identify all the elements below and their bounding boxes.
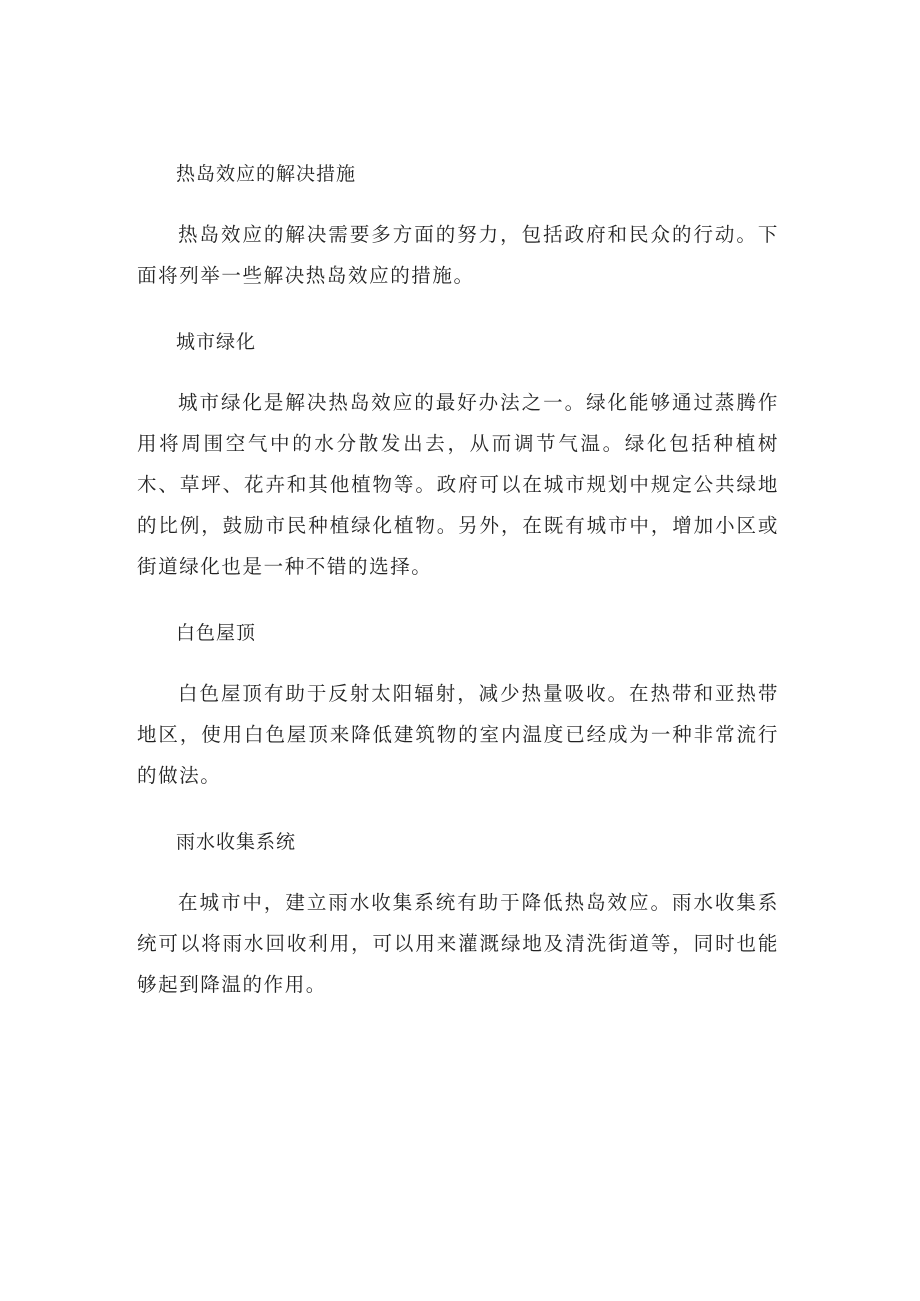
spacer [137,652,779,673]
section-heading-greening: 城市绿化 [176,331,257,353]
spacer [137,193,779,214]
intro-paragraph: 热岛效应的解决需要多方面的努力，包括政府和民众的行动。下面将列举一些解决热岛效应的措施。 [137,223,779,287]
spacer [137,796,779,823]
section-heading-white-roof: 白色屋顶 [176,622,257,644]
section-heading-rainwater: 雨水收集系统 [176,831,297,853]
spacer [137,587,779,614]
spacer [137,361,779,382]
spacer [137,861,779,882]
spacer [137,296,779,323]
document-title: 热岛效应的解决措施 [176,163,357,185]
section-body-greening: 城市绿化是解决热岛效应的最好办法之一。绿化能够通过蒸腾作用将周围空气中的水分散发出去，从而调节气温。绿化包括种植树木、草坪、花卉和其他植物等。政府可以在城市规划中规定公共绿地的比例，鼓励市民种植绿化植物。另外，在既有城市中，增加小区或街道绿化也是一种不错的选择。 [137,391,779,578]
section-body-white-roof: 白色屋顶有助于反射太阳辐射，减少热量吸收。在热带和亚热带地区，使用白色屋顶来降低建筑物的室内温度已经成为一种非常流行的做法。 [137,682,779,787]
document-content [137,155,779,1005]
section-body-rainwater: 在城市中，建立雨水收集系统有助于降低热岛效应。雨水收集系统可以将雨水回收利用，可以用来灌溉绿地及清洗街道等，同时也能够起到降温的作用。 [137,891,779,996]
